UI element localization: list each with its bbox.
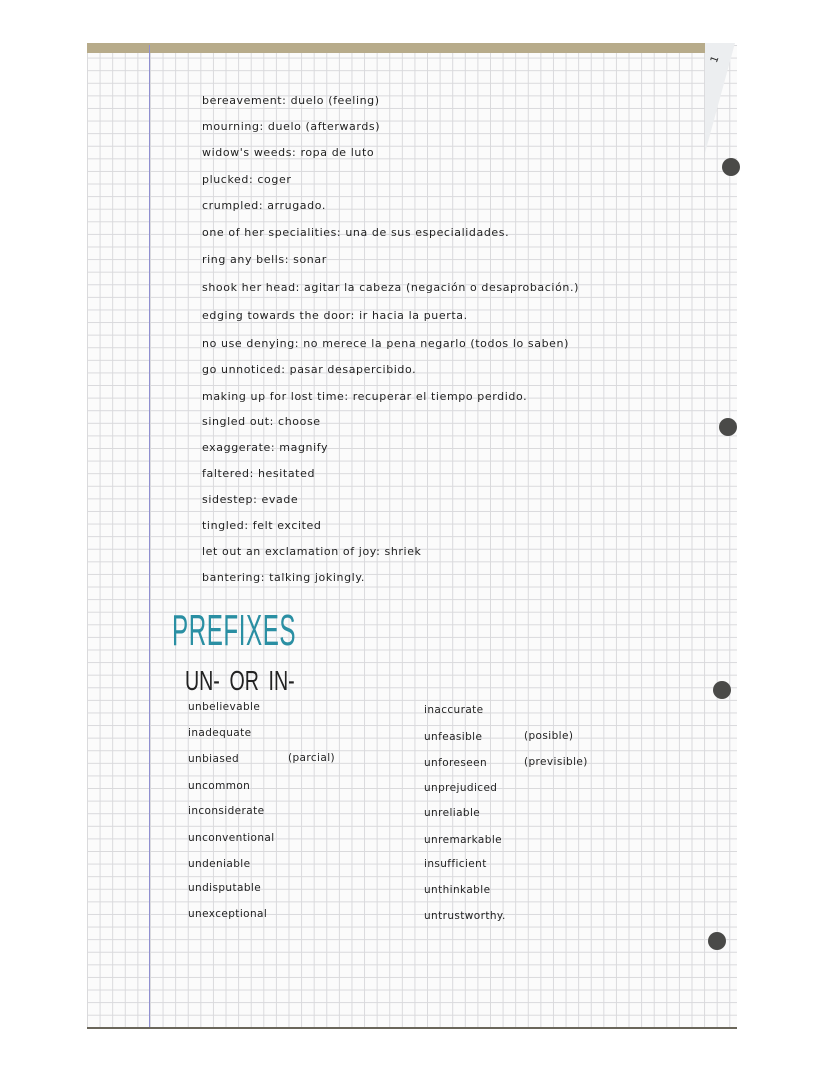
vocabulary-entry: making up for lost time: recuperar el tiempo perdido. [202,390,528,403]
vocabulary-entry: sidestep: evade [202,493,299,506]
prefix-word-text: unexceptional [188,908,268,920]
punch-hole [719,418,737,436]
vocabulary-entry: ring any bells: sonar [202,253,327,266]
page-top-edge [87,43,707,53]
section-subtitle: UN- OR IN- [185,665,295,696]
vocabulary-entry: tingled: felt excited [202,519,322,532]
prefix-word-text: unbiased [188,753,240,765]
prefix-word [188,780,250,792]
vocabulary-entry: plucked: coger [202,173,292,186]
prefix-word [188,858,250,870]
punch-hole [713,681,731,699]
prefix-word-text: unconventional [188,832,275,844]
prefix-word-text: unremarkable [424,834,503,846]
page-number: 1 [708,54,722,65]
prefix-word-text: unreliable [424,807,481,819]
vocabulary-entry: mourning: duelo (afterwards) [202,120,381,133]
prefix-word [188,908,267,920]
prefix-word [188,832,275,844]
prefix-word-text: unbelievable [188,701,261,713]
prefix-word [424,910,506,922]
prefix-word [424,730,574,743]
prefix-word-text: inaccurate [424,704,484,716]
section-title: PREFIXES [172,606,297,655]
prefix-word [424,858,487,870]
prefix-word-text: undeniable [188,858,251,870]
notebook-page [87,45,737,1029]
prefix-word-text: undisputable [188,882,262,894]
vocabulary-entry: bereavement: duelo (feeling) [202,94,380,107]
prefix-word-text: unthinkable [424,884,491,896]
prefix-note: (parcial) [288,752,336,764]
prefix-word [188,727,251,739]
vocabulary-entry: exaggerate: magnify [202,441,329,454]
vocabulary-entry: crumpled: arrugado. [202,199,326,212]
prefix-word [188,752,336,765]
vocabulary-entry: bantering: talking jokingly. [202,571,365,584]
margin-line [149,45,150,1027]
prefix-word-text: inconsiderate [188,805,265,817]
prefix-word-text: unforeseen [424,757,488,769]
prefix-word [188,701,260,713]
prefix-word [424,807,480,819]
prefix-word [424,884,490,896]
prefix-word [188,882,261,894]
prefix-word-text: untrustworthy. [424,910,506,922]
vocabulary-entry: let out an exclamation of joy: shriek [202,545,422,558]
prefix-word [188,805,264,817]
vocabulary-entry: faltered: hesitated [202,467,316,480]
vocabulary-entry: go unnoticed: pasar desapercibido. [202,363,417,376]
prefix-word [424,834,502,846]
prefix-word [424,756,588,769]
prefix-word [424,782,497,794]
punch-hole [722,158,740,176]
vocabulary-entry: one of her specialities: una de sus especialidades. [202,226,510,239]
prefix-word-text: unprejudiced [424,782,498,794]
prefix-word-text: uncommon [188,780,251,792]
vocabulary-entry: edging towards the door: ir hacia la puerta. [202,309,468,322]
punch-hole [708,932,726,950]
vocabulary-entry: widow's weeds: ropa de luto [202,146,375,159]
prefix-note: (posible) [524,730,574,742]
prefix-word-text: inadequate [188,727,252,739]
prefix-word-text: insufficient [424,858,487,870]
vocabulary-entry: no use denying: no merece la pena negarlo (todos lo saben) [202,337,570,350]
vocabulary-entry: shook her head: agitar la cabeza (negación o desaprobación.) [202,281,579,294]
prefix-word [424,704,484,716]
prefix-word-text: unfeasible [424,731,483,743]
vocabulary-entry: singled out: choose [202,415,321,428]
prefix-note: (previsible) [524,756,588,768]
